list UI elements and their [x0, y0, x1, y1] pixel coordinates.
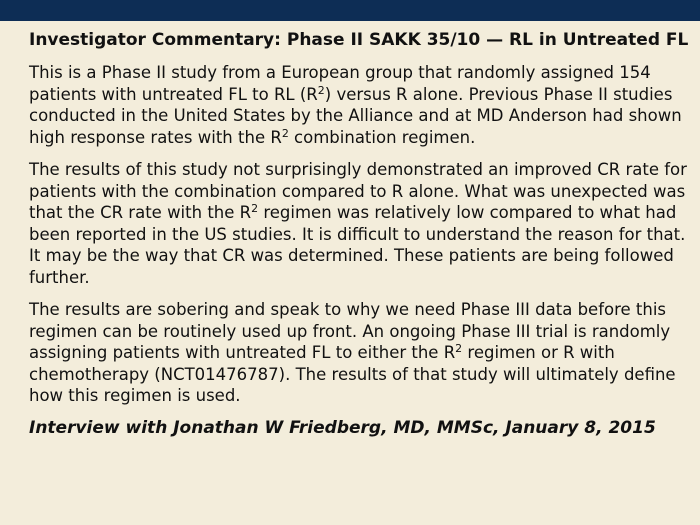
- text-run: The results are sobering and speak to why we need Phase III data before this regimen can be routinely used up front. An ongoing Phase III trial is randomly assigning patients with untreated FL to either the R: [29, 300, 671, 362]
- superscript: 2: [281, 126, 289, 140]
- top-bar: [0, 0, 700, 21]
- commentary-paragraph-2: [29, 159, 691, 288]
- text-run: The results of this study not surprisingly demonstrated an improved CR rate for patients with the combination compared to R alone. What was unexpected was that the CR rate with the R: [29, 160, 687, 222]
- superscript: 2: [455, 342, 463, 355]
- text-run: combination regimen.: [288, 127, 476, 147]
- text-run: regimen was relatively low compared to what had been reported in the US studies. It is difficult to understand the reason for that. It may be the way that CR was determined. These patients are being followed further.: [29, 203, 686, 287]
- slide-title: Investigator Commentary: Phase II SAKK 35/10 — RL in Untreated FL: [29, 30, 689, 50]
- text-run: ) versus R alone. Previous Phase II studies conducted in the United States by the Alliance and at MD Anderson had shown high response rates with the R: [29, 84, 682, 147]
- text-run: This is a Phase II study from a European group that randomly assigned 154 patients with untreated FL to RL (R: [29, 63, 651, 104]
- interview-citation: Interview with Jonathan W Friedberg, MD, MMSc, January 8, 2015: [29, 417, 656, 438]
- commentary-paragraph-3: [29, 299, 691, 407]
- text-run: regimen or R with chemotherapy (NCT01476787). The results of that study will ultimately define how this regimen is used.: [29, 343, 676, 405]
- slide-content: [29, 30, 691, 439]
- superscript: 2: [251, 202, 259, 215]
- superscript: 2: [317, 83, 325, 97]
- commentary-paragraph-1: [29, 62, 691, 148]
